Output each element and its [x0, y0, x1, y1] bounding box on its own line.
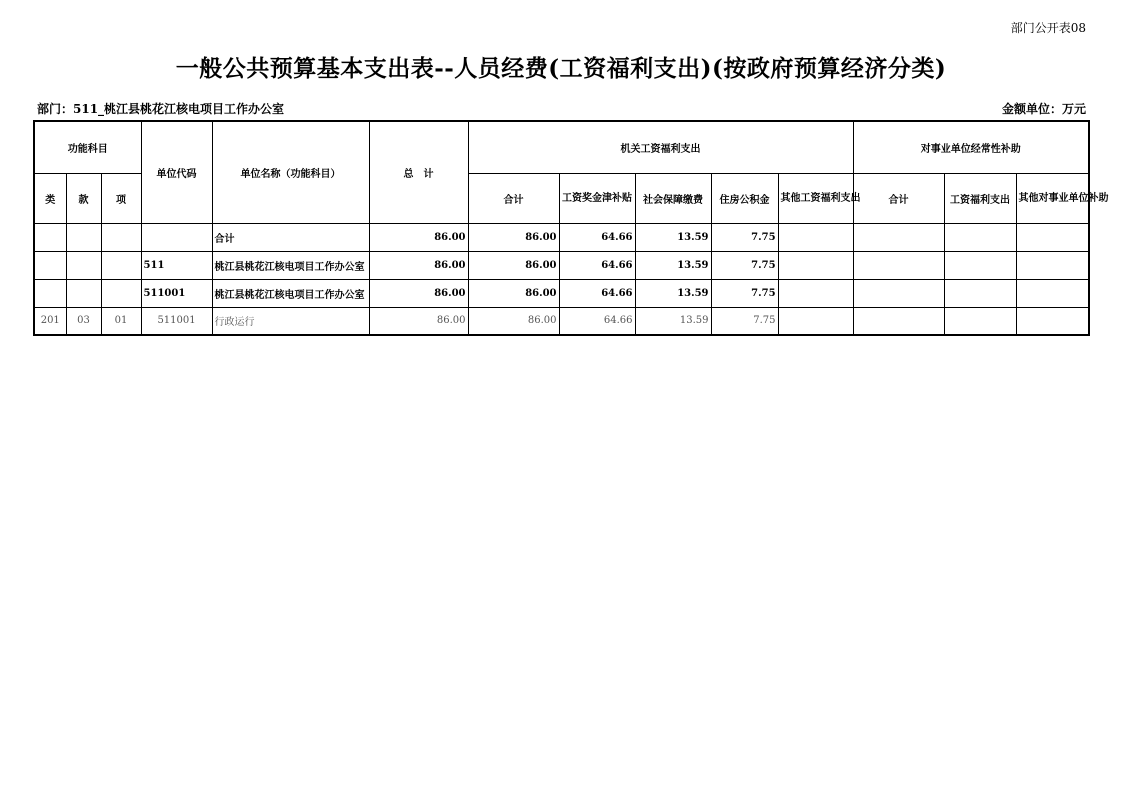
cell-org-salary: 64.66	[559, 307, 635, 335]
cell-name: 合计	[212, 223, 369, 251]
cell-total: 86.00	[369, 251, 468, 279]
cell-code: 511001	[141, 307, 212, 335]
cell-kuan: 03	[66, 307, 101, 335]
cell-xiang	[101, 251, 141, 279]
cell-org-housing: 7.75	[711, 279, 778, 307]
cell-org-housing: 7.75	[711, 307, 778, 335]
header-sub-other: 其他对事业单位补助	[1016, 173, 1089, 223]
budget-table	[33, 120, 1109, 336]
table-row-total	[34, 223, 1089, 251]
page-title: 一般公共预算基本支出表--人员经费(工资福利支出)(按政府预算经济分类)	[175, 55, 947, 82]
cell-sub-other	[1016, 279, 1089, 307]
cell-sub-sum	[853, 307, 944, 335]
cell-name: 桃江县桃花江核电项目工作办公室	[212, 251, 369, 279]
cell-lei	[34, 279, 66, 307]
cell-sub-other	[1016, 223, 1089, 251]
cell-code: 511	[141, 251, 212, 279]
cell-kuan	[66, 251, 101, 279]
cell-org-sum: 86.00	[468, 251, 559, 279]
cell-lei	[34, 251, 66, 279]
cell-code	[141, 223, 212, 251]
table-row-unit	[34, 279, 1089, 307]
cell-org-salary: 64.66	[559, 251, 635, 279]
header-org-social: 社会保障缴费	[635, 173, 711, 223]
header-sub-sum: 合计	[853, 173, 944, 223]
cell-org-salary: 64.66	[559, 279, 635, 307]
amount-unit-label: 金额单位：万元	[1001, 102, 1086, 116]
cell-org-social: 13.59	[635, 251, 711, 279]
header-sub-group: 对事业单位经常性补助	[853, 121, 1089, 173]
cell-code: 511001	[141, 279, 212, 307]
table-row-dept	[34, 251, 1089, 279]
cell-org-housing: 7.75	[711, 251, 778, 279]
cell-total: 86.00	[369, 279, 468, 307]
cell-kuan	[66, 223, 101, 251]
cell-sub-other	[1016, 307, 1089, 335]
table-row-item	[34, 307, 1089, 335]
cell-lei: 201	[34, 307, 66, 335]
header-org-other: 其他工资福利支出	[778, 173, 853, 223]
cell-org-sum: 86.00	[468, 279, 559, 307]
cell-org-salary: 64.66	[559, 223, 635, 251]
cell-org-other	[778, 251, 853, 279]
header-unit-code: 单位代码	[141, 121, 212, 223]
cell-org-sum: 86.00	[468, 223, 559, 251]
cell-xiang	[101, 279, 141, 307]
cell-org-sum: 86.00	[468, 307, 559, 335]
header-total: 总 计	[369, 121, 468, 223]
cell-org-housing: 7.75	[711, 223, 778, 251]
cell-lei	[34, 223, 66, 251]
cell-sub-salary	[944, 307, 1016, 335]
cell-org-social: 13.59	[635, 279, 711, 307]
cell-name: 行政运行	[212, 307, 369, 335]
cell-org-other	[778, 223, 853, 251]
cell-org-other	[778, 279, 853, 307]
cell-sub-sum	[853, 223, 944, 251]
header-xiang: 项	[101, 173, 141, 223]
header-org-sum: 合计	[468, 173, 559, 223]
cell-sub-salary	[944, 223, 1016, 251]
header-sub-salary: 工资福利支出	[944, 173, 1016, 223]
cell-sub-salary	[944, 251, 1016, 279]
header-func-subject: 功能科目	[34, 121, 141, 173]
form-number: 部门公开表08	[1010, 21, 1086, 35]
header-unit-name: 单位名称（功能科目）	[212, 121, 369, 223]
cell-org-social: 13.59	[635, 307, 711, 335]
header-org-group: 机关工资福利支出	[468, 121, 853, 173]
cell-kuan	[66, 279, 101, 307]
cell-sub-other	[1016, 251, 1089, 279]
header-lei: 类	[34, 173, 66, 223]
cell-org-other	[778, 307, 853, 335]
header-org-salary: 工资奖金津补贴	[559, 173, 635, 223]
cell-xiang: 01	[101, 307, 141, 335]
cell-org-social: 13.59	[635, 223, 711, 251]
cell-name: 桃江县桃花江核电项目工作办公室	[212, 279, 369, 307]
cell-xiang	[101, 223, 141, 251]
cell-total: 86.00	[369, 307, 468, 335]
cell-sub-sum	[853, 279, 944, 307]
department-label: 部门：511_桃江县桃花江核电项目工作办公室	[37, 102, 285, 116]
cell-total: 86.00	[369, 223, 468, 251]
cell-sub-salary	[944, 279, 1016, 307]
header-kuan: 款	[66, 173, 101, 223]
header-org-housing: 住房公积金	[711, 173, 778, 223]
cell-sub-sum	[853, 251, 944, 279]
